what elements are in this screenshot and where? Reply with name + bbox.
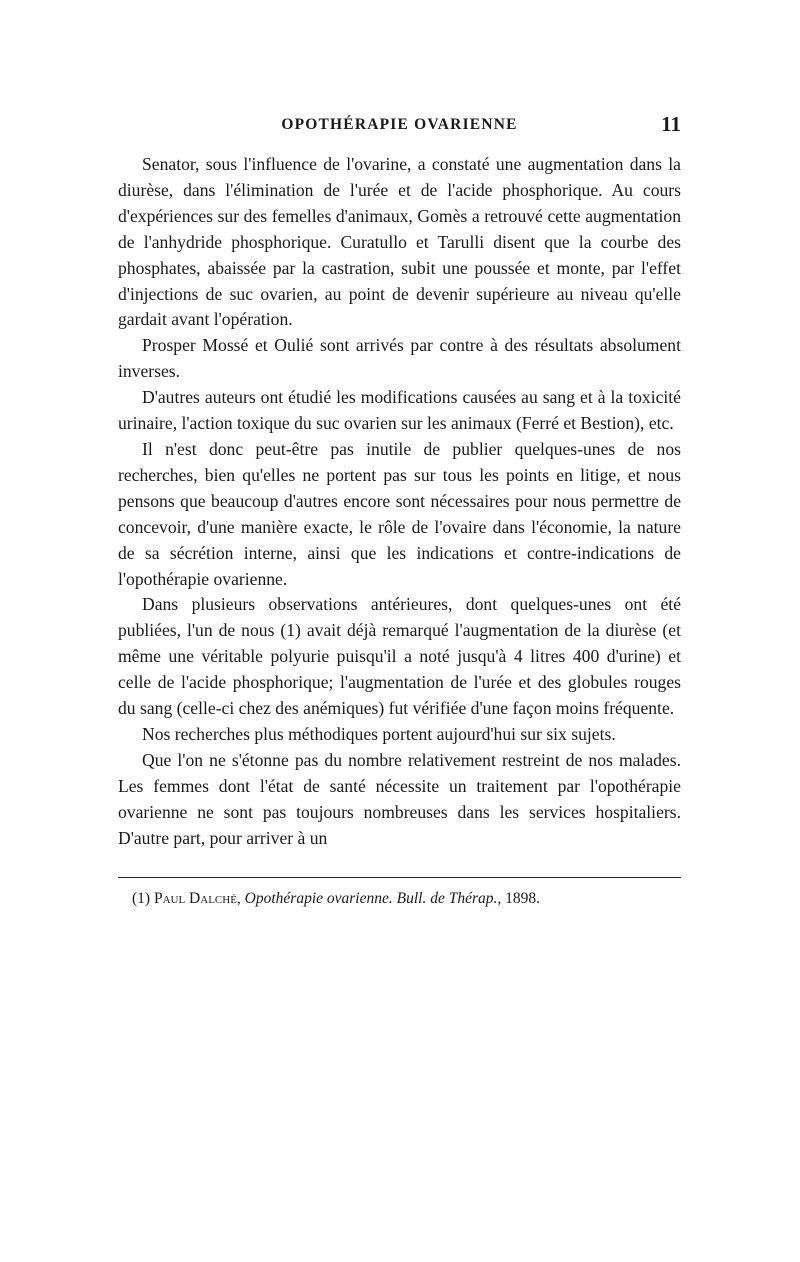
page-number: 11 bbox=[661, 112, 681, 136]
footnote-title: Opothérapie ovarienne. Bull. de Thérap., bbox=[244, 890, 502, 908]
paragraph: Que l'on ne s'étonne pas du nombre relativement restreint de nos malades. Les femmes dont l'état de santé nécessite un traitement par l'opothérapie ovarienne ne sont pas toujours nombreuses dans les services hospitaliers. D'autre part, pour arriver à un bbox=[118, 749, 681, 848]
paragraph: D'autres auteurs ont étudié les modifications causées au sang et à la toxicité urinaire, l'action toxique du suc ovarien sur les animaux (Ferré et Bestion), etc. bbox=[118, 387, 681, 434]
paragraph: Il n'est donc peut-être pas inutile de publier quelques-unes de nos recherches, bien qu'elles ne portent pas sur tous les points en litige, et nous pensons que beaucoup d'autres encore sont nécessaires pour nous permettre de concevoir, d'une manière exacte, le rôle de l'ovaire dans l'économie, la nature de sa sécrétion interne, ainsi que les indications et contre-indications de l'opothérapie ovarienne. bbox=[118, 438, 681, 589]
paragraph: Senator, sous l'influence de l'ovarine, a constaté une augmentation dans la diurèse, dans l'élimination de l'urée et de l'acide phosphorique. Au cours d'expériences sur des femelles d'animaux, Gomès a retrouvé cette augmentation de l'anhydride phosphorique. Curatullo et Tarulli disent que la courbe des phosphates, abaissée par la castration, subit une poussée et monte, par l'effet d'injections de suc ovarien, au point de devenir supérieure au niveau qu'elle gardait avant l'opération. bbox=[118, 154, 681, 330]
footnote bbox=[118, 888, 681, 910]
running-title: OPOTHÉRAPIE OVARIENNE bbox=[281, 116, 518, 133]
paragraph: Dans plusieurs observations antérieures, dont quelques-unes ont été publiées, l'un de nous (1) avait déjà remarqué l'augmentation de la diurèse (et même une véritable polyurie puisqu'il a noté jusqu'à 4 litres 400 d'urine) et celle de l'acide phosphorique; l'augmentation de l'urée et des globules rouges du sang (celle-ci chez des anémiques) fut vérifiée d'une façon moins fréquente. bbox=[118, 594, 681, 719]
footnote-author: Paul Dalché, bbox=[153, 890, 241, 908]
book-page bbox=[118, 110, 681, 1210]
footnote-rule bbox=[118, 877, 681, 878]
footnote-marker: (1) bbox=[132, 890, 151, 908]
paragraph: Prosper Mossé et Oulié sont arrivés par contre à des résultats absolument inverses. bbox=[118, 335, 681, 382]
body-text bbox=[118, 152, 681, 851]
running-head bbox=[118, 110, 681, 138]
footnote-year: 1898. bbox=[505, 890, 540, 908]
paragraph: Nos recherches plus méthodiques portent aujourd'hui sur six sujets. bbox=[142, 723, 616, 744]
